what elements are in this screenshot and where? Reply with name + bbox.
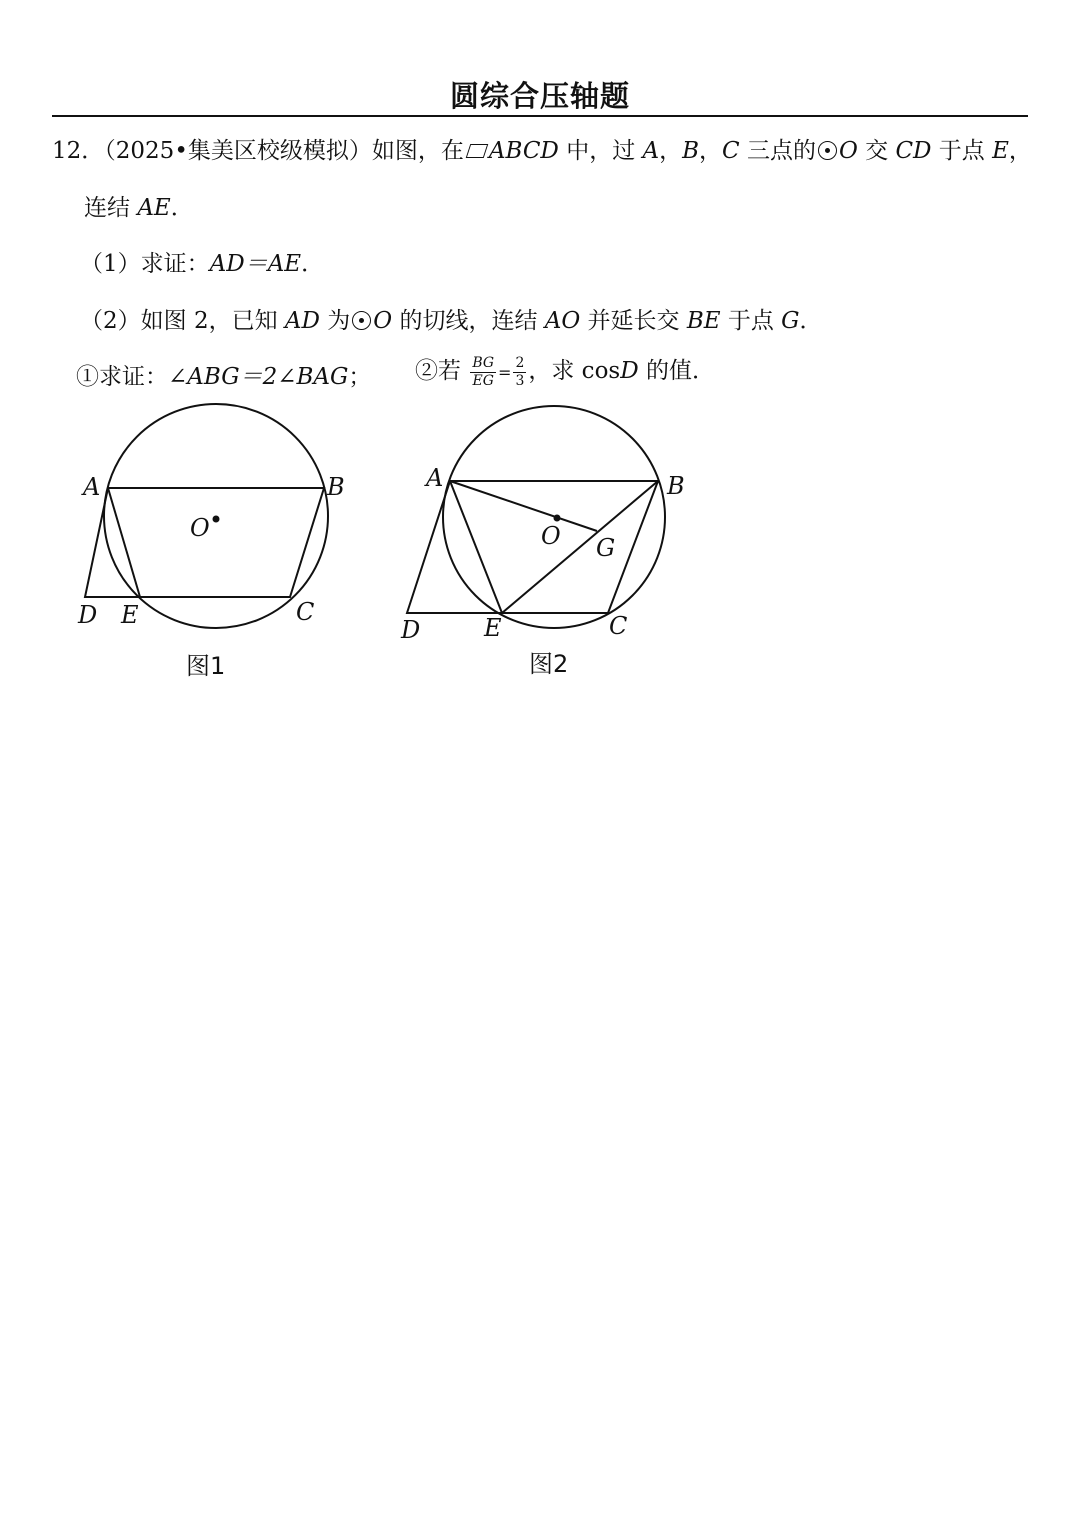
figure-1-caption: 图1 <box>186 652 226 680</box>
point-c: C <box>722 138 740 164</box>
point-b: B <box>682 138 700 164</box>
stem-text: 于点 <box>727 308 774 334</box>
parallelogram-name: ABCD <box>488 138 559 164</box>
label-o: O <box>541 522 561 550</box>
part-2-label: （2）如图 2，已知 <box>80 308 278 334</box>
segment-ag-fig2 <box>450 481 597 531</box>
punct: ． <box>301 251 325 277</box>
punct: ， <box>1008 138 1032 164</box>
figures-canvas <box>0 0 1080 720</box>
point-a: A <box>642 138 660 164</box>
label-d: D <box>78 601 98 629</box>
part-1-expression: AD＝AE <box>209 251 302 277</box>
segment-ae-fig2 <box>450 481 502 613</box>
label-c: C <box>609 612 628 640</box>
center-o-fig2 <box>554 515 561 522</box>
stem-text: 三点的 <box>746 138 816 164</box>
label-b: B <box>667 472 685 500</box>
equals-sign: = <box>498 363 512 382</box>
figure-1-labels <box>77 473 345 680</box>
parallelogram-abcd-fig1 <box>85 488 324 597</box>
segment-be: BE <box>686 308 721 334</box>
sub-1-expression: ∠ABG＝2∠BAG <box>168 364 349 390</box>
segment-ao: AO <box>544 308 581 334</box>
stem-text: ，求 cos <box>528 358 621 384</box>
problem-source: （2025•集美区校级模拟） <box>104 138 372 164</box>
fraction-numerator: BG <box>472 354 495 371</box>
stem-text: 中，过 <box>566 138 636 164</box>
punct: ． <box>170 195 194 221</box>
label-e: E <box>484 614 502 642</box>
stem-text: 交 <box>865 138 889 164</box>
angle-d: D <box>620 358 639 384</box>
circle-name: O <box>373 308 393 334</box>
figure-2 <box>407 406 665 628</box>
fraction-numerator: 2 <box>515 354 525 371</box>
segment-ae: AE <box>137 195 171 221</box>
punct: ， <box>699 138 723 164</box>
sub-2-label: ②若 <box>415 358 461 384</box>
fraction-denominator: EG <box>472 372 494 389</box>
stem-text: 连结 <box>84 195 130 221</box>
stem-text: 并延长交 <box>587 308 680 334</box>
segment-ad: AD <box>284 308 320 334</box>
point-g: G <box>781 308 800 334</box>
label-e: E <box>121 601 139 629</box>
figure-2-labels <box>400 464 685 678</box>
point-e: E <box>992 138 1009 164</box>
page-title: 圆综合压轴题 <box>449 79 630 113</box>
part-1-label: （1）求证： <box>80 251 210 277</box>
punct: ， <box>659 138 683 164</box>
punct: ． <box>799 308 823 334</box>
punct: ； <box>348 364 372 390</box>
label-c: C <box>296 598 315 626</box>
fraction-denominator: 3 <box>515 372 525 389</box>
label-o: O <box>190 514 210 542</box>
sub-1-label: ①求证： <box>76 364 168 390</box>
circle-name: O <box>838 138 858 164</box>
stem-text: 的切线，连结 <box>399 308 538 334</box>
stem-text: 于点 <box>938 138 985 164</box>
stem-text: 的值． <box>645 358 715 384</box>
center-o-fig1 <box>213 516 220 523</box>
problem-number: 12． <box>52 138 105 164</box>
label-d: D <box>401 616 421 644</box>
label-b: B <box>327 473 345 501</box>
label-a: A <box>426 464 444 492</box>
segment-cd: CD <box>895 138 932 164</box>
figure-2-caption: 图2 <box>529 650 569 678</box>
stem-text: 为 <box>327 308 351 334</box>
stem-text: 如图，在 <box>371 138 464 164</box>
label-g: G <box>596 534 616 562</box>
label-a: A <box>83 473 101 501</box>
